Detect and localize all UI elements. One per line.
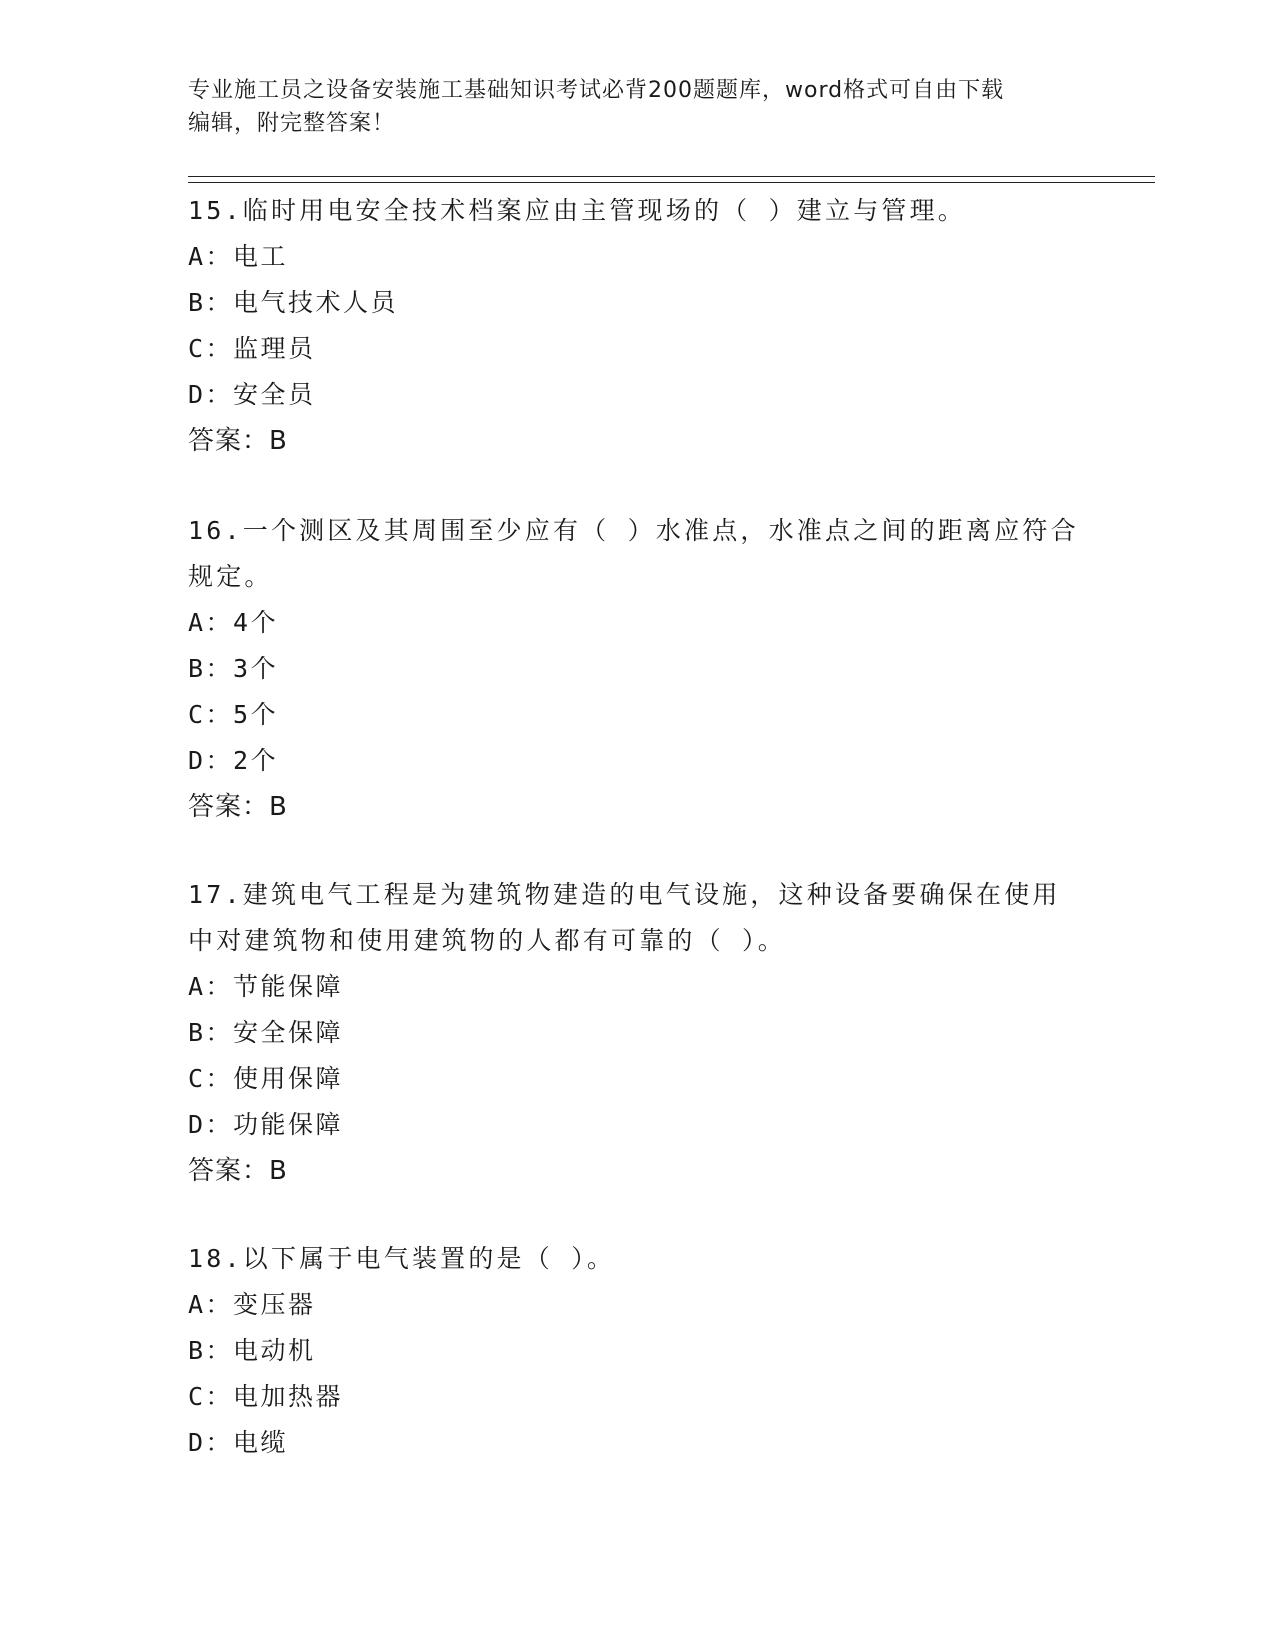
option-c: C：使用保障 <box>188 1064 344 1093</box>
header-divider-bottom <box>188 182 1155 183</box>
option-a: A：电工 <box>188 242 289 271</box>
option-c: C：监理员 <box>188 334 316 363</box>
answer: 答案：B <box>188 792 288 822</box>
answer: 答案：B <box>188 426 288 456</box>
question-text: 15.临时用电安全技术档案应由主管现场的（ ）建立与管理。 <box>188 196 967 225</box>
option-b: B：电气技术人员 <box>188 288 399 317</box>
option-c: C：5个 <box>188 700 279 729</box>
option-d: D：2个 <box>188 746 279 775</box>
question-15 <box>188 188 1088 464</box>
document-header <box>188 74 1078 140</box>
question-text: 17.建筑电气工程是为建筑物建造的电气设施，这种设备要确保在使用中对建筑物和使用建筑物的人都有可靠的（ ）。 <box>188 880 1061 955</box>
question-17 <box>188 872 1088 1194</box>
question-text: 18.以下属于电气装置的是（ ）。 <box>188 1244 616 1273</box>
header-line-1: 专业施工员之设备安装施工基础知识考试必背200题题库，word格式可自由下载 <box>188 78 1005 103</box>
option-a: A：节能保障 <box>188 972 344 1001</box>
option-c: C：电加热器 <box>188 1382 344 1411</box>
header-line-2: 编辑，附完整答案！ <box>188 111 396 136</box>
answer: 答案：B <box>188 1156 288 1186</box>
option-b: B：3个 <box>188 654 279 683</box>
header-divider-top <box>188 176 1155 177</box>
option-a: A：变压器 <box>188 1290 316 1319</box>
option-a: A：4个 <box>188 608 279 637</box>
option-d: D：电缆 <box>188 1428 289 1457</box>
question-text: 16.一个测区及其周围至少应有（ ）水准点，水准点之间的距离应符合规定。 <box>188 516 1079 591</box>
option-d: D：功能保障 <box>188 1110 344 1139</box>
question-18 <box>188 1236 1088 1466</box>
question-16 <box>188 508 1088 830</box>
option-b: B：电动机 <box>188 1336 316 1365</box>
option-b: B：安全保障 <box>188 1018 344 1047</box>
option-d: D：安全员 <box>188 380 316 409</box>
